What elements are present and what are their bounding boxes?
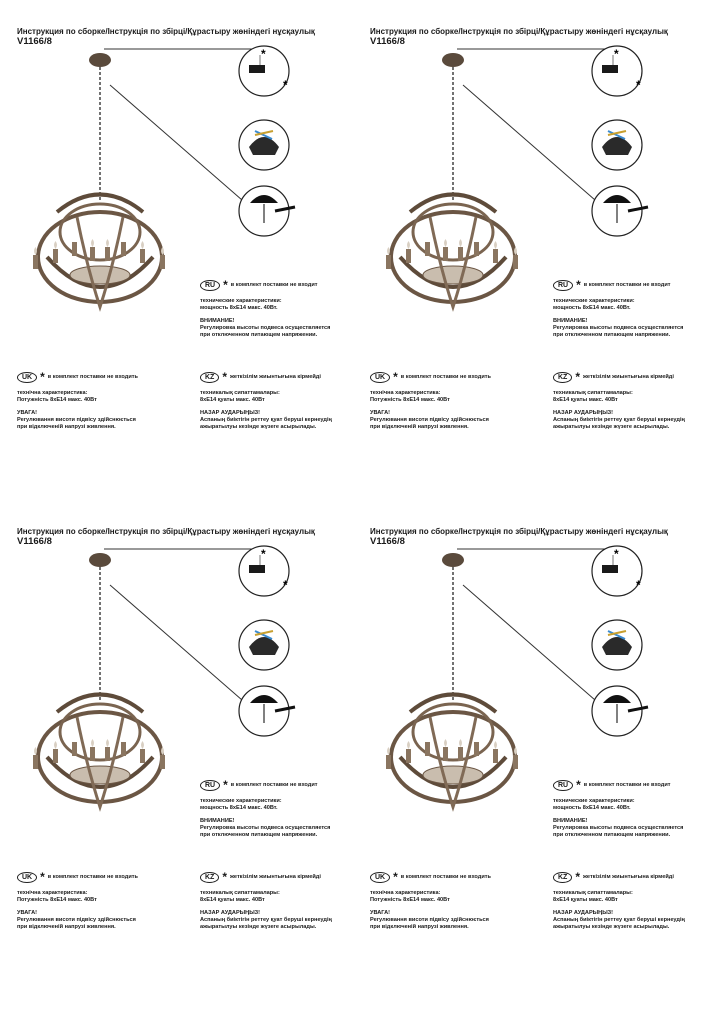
uk-warning-heading: УВАГА! xyxy=(17,910,38,916)
ru-warning-line1: Регулировка высоты подвеса осуществляется xyxy=(553,325,684,331)
kz-specs-heading: техникалық сипаттамалары: xyxy=(200,890,280,896)
asterisk-icon: * xyxy=(223,778,228,792)
ru-badge: RU xyxy=(553,280,573,291)
leader-line xyxy=(110,85,242,200)
kz-specs-heading: техникалық сипаттамалары: xyxy=(553,390,633,396)
canopy-detail-callout xyxy=(239,686,295,736)
asterisk-icon: * xyxy=(393,870,398,884)
svg-text:*: * xyxy=(261,547,266,561)
ru-note: в комплект поставки не входит xyxy=(230,282,318,288)
kz-badge: KZ xyxy=(200,872,219,883)
ru-warning-line1: Регулировка высоты подвеса осуществляется xyxy=(553,825,684,831)
ru-specs-value: мощность 8хЕ14 макс. 40Вт. xyxy=(553,305,631,311)
uk-warning-heading: УВАГА! xyxy=(17,410,38,416)
kz-block xyxy=(553,372,685,437)
kz-note: жеткізілім жиынтығына кірмейді xyxy=(583,374,674,380)
ru-block xyxy=(553,780,683,845)
canopy-detail-callout xyxy=(592,686,648,736)
asterisk-icon: * xyxy=(393,370,398,384)
asterisk-icon: * xyxy=(575,870,581,884)
kz-specs-value: 8хЕ14 қуаты макс. 40Вт xyxy=(553,897,618,903)
model-number: V1166/8 xyxy=(17,36,52,47)
uk-warning-line2: при відключеній напрузі живлення. xyxy=(370,924,469,930)
kz-warning-line2: ажыратылуы кезінде жүзеге асырылады. xyxy=(200,424,317,430)
mount-detail-callout xyxy=(239,546,289,596)
ru-warning-line2: при отключенном питающем напряжении. xyxy=(200,832,318,838)
canopy xyxy=(442,553,464,567)
panel-title: Инструкция по сборке/Інструкція по збірці/Құрастыру жөніндегі нұсқаулық xyxy=(17,27,315,36)
uk-warning-heading: УВАГА! xyxy=(370,910,391,916)
uk-specs-heading: технічна характеристика: xyxy=(370,390,441,396)
uk-warning-line1: Регулювання висоти підвісу здійснюється xyxy=(370,417,489,423)
uk-note: в комплект поставки не входить xyxy=(400,374,491,380)
uk-badge: UK xyxy=(370,872,390,883)
canopy xyxy=(442,53,464,67)
asterisk-icon: * xyxy=(222,870,228,884)
uk-note: в комплект поставки не входить xyxy=(47,874,138,880)
ru-block xyxy=(200,280,330,345)
leader-line xyxy=(110,585,242,700)
uk-specs-value: Потужність 8хЕ14 макс. 40Вт xyxy=(17,397,97,403)
uk-warning-line2: при відключеній напрузі живлення. xyxy=(17,924,116,930)
wiring-detail-callout xyxy=(592,120,642,170)
uk-block xyxy=(370,872,491,937)
instruction-panel-1 xyxy=(17,27,357,517)
svg-text:*: * xyxy=(636,78,641,92)
wiring-detail-callout xyxy=(239,620,289,670)
ru-badge: RU xyxy=(553,780,573,791)
ru-warning-line1: Регулировка высоты подвеса осуществляется xyxy=(200,825,331,831)
ru-warning-line2: при отключенном питающем напряжении. xyxy=(200,332,318,338)
svg-text:*: * xyxy=(614,547,619,561)
uk-badge: UK xyxy=(17,372,37,383)
kz-specs-heading: техникалық сипаттамалары: xyxy=(553,890,633,896)
chandelier-body xyxy=(33,695,165,808)
asterisk-icon: * xyxy=(40,870,45,884)
uk-warning-line1: Регулювання висоти підвісу здійснюється xyxy=(370,917,489,923)
kz-warning-heading: НАЗАР АУДАРЫҢЫЗ! xyxy=(200,410,261,416)
uk-badge: UK xyxy=(17,872,37,883)
canopy-detail-callout xyxy=(592,186,648,236)
kz-warning-line1: Аспаның биіктігін реттеу қуат беруші кернеудің xyxy=(553,417,685,423)
uk-specs-heading: технічна характеристика: xyxy=(17,390,88,396)
ru-note: в комплект поставки не входит xyxy=(230,782,318,788)
uk-warning-heading: УВАГА! xyxy=(370,410,391,416)
uk-note: в комплект поставки не входить xyxy=(47,374,138,380)
ru-note: в комплект поставки не входит xyxy=(583,282,671,288)
asterisk-icon: * xyxy=(575,370,581,384)
kz-badge: KZ xyxy=(200,372,219,383)
kz-warning-heading: НАЗАР АУДАРЫҢЫЗ! xyxy=(553,410,614,416)
kz-warning-line1: Аспаның биіктігін реттеу қуат беруші кернеудің xyxy=(200,417,332,423)
ru-specs-value: мощность 8хЕ14 макс. 40Вт. xyxy=(200,805,278,811)
svg-text:*: * xyxy=(636,578,641,592)
canopy-detail-callout xyxy=(239,186,295,236)
kz-warning-line2: ажыратылуы кезінде жүзеге асырылады. xyxy=(200,924,317,930)
instruction-panel-4 xyxy=(370,527,707,1017)
model-number: V1166/8 xyxy=(17,536,52,547)
ru-specs-heading: технические характеристики: xyxy=(200,298,282,304)
wiring-detail-callout xyxy=(239,120,289,170)
ru-specs-heading: технические характеристики: xyxy=(200,798,282,804)
kz-note: жеткізілім жиынтығына кірмейді xyxy=(583,874,674,880)
canopy xyxy=(89,53,111,67)
mount-detail-callout xyxy=(592,546,642,596)
ru-badge: RU xyxy=(200,780,220,791)
kz-warning-line1: Аспаның биіктігін реттеу қуат беруші кернеудің xyxy=(553,917,685,923)
kz-warning-line2: ажыратылуы кезінде жүзеге асырылады. xyxy=(553,924,670,930)
leader-line xyxy=(463,585,595,700)
kz-warning-heading: НАЗАР АУДАРЫҢЫЗ! xyxy=(200,910,261,916)
uk-specs-value: Потужність 8хЕ14 макс. 40Вт xyxy=(370,897,450,903)
ru-note: в комплект поставки не входит xyxy=(583,782,671,788)
mount-detail-callout xyxy=(592,46,642,96)
uk-specs-heading: технічна характеристика: xyxy=(17,890,88,896)
ru-warning-heading: ВНИМАНИЕ! xyxy=(553,818,588,824)
kz-note: жеткізілім жиынтығына кірмейді xyxy=(230,874,321,880)
chandelier-body xyxy=(386,695,518,808)
ru-warning-line2: при отключенном питающем напряжении. xyxy=(553,332,671,338)
ru-block xyxy=(200,780,330,845)
kz-block xyxy=(553,872,685,937)
ru-warning-line1: Регулировка высоты подвеса осуществляется xyxy=(200,325,331,331)
uk-warning-line2: при відключеній напрузі живлення. xyxy=(17,424,116,430)
panel-title: Инструкция по сборке/Інструкція по збірці/Құрастыру жөніндегі нұсқаулық xyxy=(370,27,668,36)
chandelier-body xyxy=(386,195,518,308)
uk-specs-heading: технічна характеристика: xyxy=(370,890,441,896)
wiring-detail-callout xyxy=(592,620,642,670)
svg-text:*: * xyxy=(614,47,619,61)
svg-text:*: * xyxy=(283,78,288,92)
uk-warning-line1: Регулювання висоти підвісу здійснюється xyxy=(17,417,136,423)
model-number: V1166/8 xyxy=(370,536,405,547)
ru-block xyxy=(553,280,683,345)
asterisk-icon: * xyxy=(223,278,228,292)
instruction-panel-3 xyxy=(17,527,357,1017)
uk-badge: UK xyxy=(370,372,390,383)
panel-title: Инструкция по сборке/Інструкція по збірці/Құрастыру жөніндегі нұсқаулық xyxy=(370,527,668,536)
ru-badge: RU xyxy=(200,280,220,291)
ru-warning-heading: ВНИМАНИЕ! xyxy=(200,818,235,824)
model-number: V1166/8 xyxy=(370,36,405,47)
uk-specs-value: Потужність 8хЕ14 макс. 40Вт xyxy=(17,897,97,903)
instruction-panel-2 xyxy=(370,27,707,517)
kz-specs-value: 8хЕ14 қуаты макс. 40Вт xyxy=(553,397,618,403)
asterisk-icon: * xyxy=(576,778,581,792)
uk-warning-line2: при відключеній напрузі живлення. xyxy=(370,424,469,430)
ru-specs-value: мощность 8хЕ14 макс. 40Вт. xyxy=(200,305,278,311)
panel-title: Инструкция по сборке/Інструкція по збірці/Құрастыру жөніндегі нұсқаулық xyxy=(17,527,315,536)
kz-block xyxy=(200,872,332,937)
kz-specs-value: 8хЕ14 қуаты макс. 40Вт xyxy=(200,897,265,903)
svg-text:*: * xyxy=(283,578,288,592)
uk-block xyxy=(370,372,491,437)
uk-specs-value: Потужність 8хЕ14 макс. 40Вт xyxy=(370,397,450,403)
ru-specs-value: мощность 8хЕ14 макс. 40Вт. xyxy=(553,805,631,811)
asterisk-icon: * xyxy=(222,370,228,384)
ru-warning-heading: ВНИМАНИЕ! xyxy=(200,318,235,324)
ru-warning-line2: при отключенном питающем напряжении. xyxy=(553,832,671,838)
ru-warning-heading: ВНИМАНИЕ! xyxy=(553,318,588,324)
leader-line xyxy=(463,85,595,200)
chandelier-body xyxy=(33,195,165,308)
kz-badge: KZ xyxy=(553,872,572,883)
kz-warning-line2: ажыратылуы кезінде жүзеге асырылады. xyxy=(553,424,670,430)
ru-specs-heading: технические характеристики: xyxy=(553,798,635,804)
svg-text:*: * xyxy=(261,47,266,61)
canopy xyxy=(89,553,111,567)
kz-block xyxy=(200,372,332,437)
mount-detail-callout xyxy=(239,46,289,96)
kz-warning-line1: Аспаның биіктігін реттеу қуат беруші кернеудің xyxy=(200,917,332,923)
asterisk-icon: * xyxy=(576,278,581,292)
uk-block xyxy=(17,872,138,937)
kz-specs-value: 8хЕ14 қуаты макс. 40Вт xyxy=(200,397,265,403)
uk-block xyxy=(17,372,138,437)
uk-note: в комплект поставки не входить xyxy=(400,874,491,880)
asterisk-icon: * xyxy=(40,370,45,384)
kz-warning-heading: НАЗАР АУДАРЫҢЫЗ! xyxy=(553,910,614,916)
kz-note: жеткізілім жиынтығына кірмейді xyxy=(230,374,321,380)
kz-badge: KZ xyxy=(553,372,572,383)
uk-warning-line1: Регулювання висоти підвісу здійснюється xyxy=(17,917,136,923)
kz-specs-heading: техникалық сипаттамалары: xyxy=(200,390,280,396)
ru-specs-heading: технические характеристики: xyxy=(553,298,635,304)
